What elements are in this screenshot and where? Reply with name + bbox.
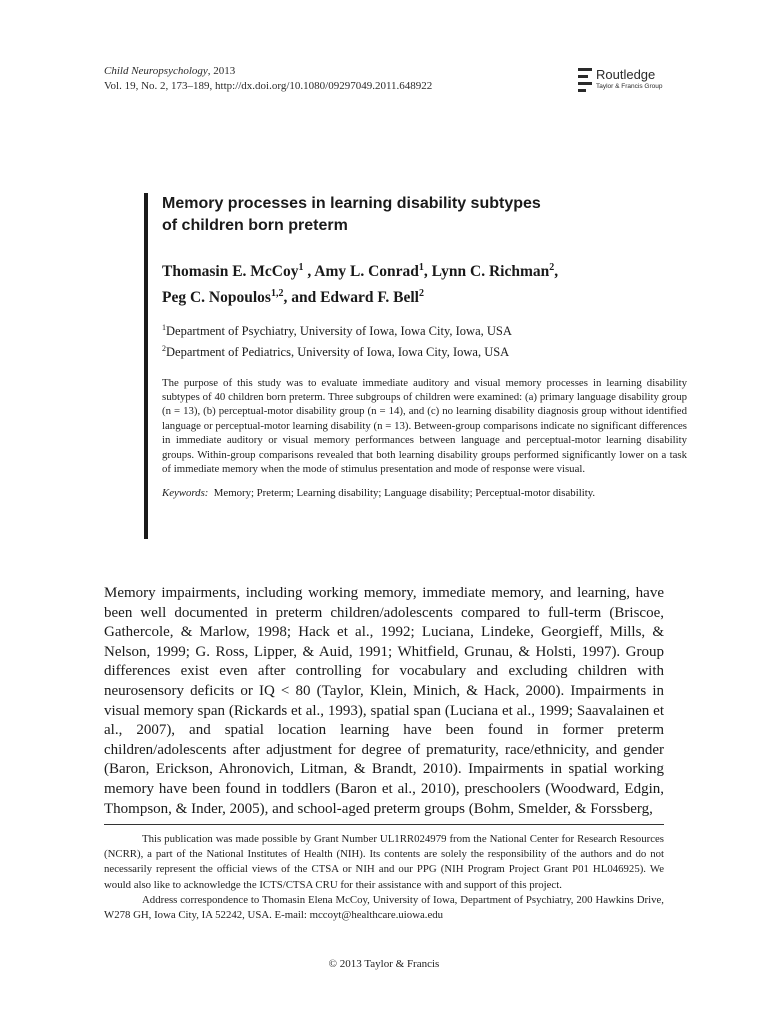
article-front-matter xyxy=(144,193,687,539)
author-affil-sup: 1,2 xyxy=(270,288,284,300)
publisher-brand: Routledge xyxy=(596,67,656,82)
author-sep: , xyxy=(554,263,559,281)
author-affil-sup: 1 xyxy=(298,262,304,273)
author-sep: , xyxy=(303,263,315,281)
affiliations xyxy=(162,319,687,361)
routledge-logo-icon xyxy=(578,68,592,92)
correspondence-note: Address correspondence to Thomasin Elena McCoy, University of Iowa, Department of Psychiatry, 200 Hawkins Drive, W278 GH, Iowa City, IA 52242, USA. E-mail: mccoyt@healthcare.uiowa.edu xyxy=(104,893,664,922)
article-title xyxy=(162,193,687,237)
keywords-list: Memory; Preterm; Learning disability; Language disability; Perceptual-motor disability. xyxy=(213,487,596,500)
affiliation-sup: 2 xyxy=(162,344,166,354)
journal-year: , 2013 xyxy=(207,65,236,77)
keywords xyxy=(162,486,687,500)
author-name: Lynn C. Richman xyxy=(431,263,550,281)
body-paragraph: Memory impairments, including working memory, immediate memory, and learning, have been well documented in preterm children/adolescents compared to full-term (Briscoe, Gathercole, & Marlow, 1998; Hack et al., 1992; Luciana, Lindeke, Georgieff, Mills, & Nelson, 1999; G. Ross, Lipper, & Auid, 1991; Whitfield, Grunau, & Holsti, 1997). Group differences exist even after controlling for vocabulary and excluding children with neurosensory deficits or IQ < 80 (Taylor, Klein, Minich, & Hack, 2000). Impairments in visual memory span (Rickards et al., 1993), spatial span (Luciana et al., 1999; Saavalainen et al., 2007), and spatial location learning have been found in former preterm children/adolescents after adjustment for degree of prematurity, race/ethnicity, and gender (Baron, Erickson, Ahronovich, Litman, & Brandt, 2010). Impairments in spatial working memory have been found in toddlers (Baron et al., 2010), preschoolers (Woodward, Edgin, Thompson, & Inder, 2005), and school-aged preterm groups (Bohm, Smelder, & Forssberg, xyxy=(104,585,664,817)
affiliation-sup: 1 xyxy=(162,323,166,333)
author-name: Peg C. Nopoulos xyxy=(162,289,271,307)
keywords-label: Keywords: xyxy=(162,487,209,500)
author-name: Thomasin E. McCoy xyxy=(162,263,299,281)
author-affil-sup: 2 xyxy=(418,288,424,300)
journal-header xyxy=(104,64,432,94)
footnote xyxy=(104,832,664,923)
footnote-divider xyxy=(104,824,664,825)
abstract-text: The purpose of this study was to evaluate immediate auditory and visual memory processes in learning disability subtypes of 40 children born preterm. Three subgroups of children were examined: (a) primary language disability group (n = 13), (b) perceptual-motor disability group (n = 14), and (c) no learning disability diagnosis group without identified language or perceptual-motor learning disability (n = 13). Between-group comparisons indicate no significant differences in immediate auditory or visual memory performances between language and perceptual-motor learning disability groups. Within-group comparisons revealed that both learning disability groups performed significantly lower on a task of immediate memory when the mode of stimulus presentation and mode of response were visual. xyxy=(162,376,687,476)
journal-name: Child Neuropsychology xyxy=(104,65,208,77)
affiliation-text: Department of Psychiatry, University of Iowa, Iowa City, Iowa, USA xyxy=(166,324,512,339)
copyright-notice: © 2013 Taylor & Francis xyxy=(328,958,440,970)
author-name: Amy L. Conrad xyxy=(314,263,419,281)
author-sep: , xyxy=(423,263,432,281)
title-line-1: Memory processes in learning disability subtypes xyxy=(162,195,541,212)
funding-note: This publication was made possible by Grant Number UL1RR024979 from the National Center for Research Resources (NCRR), a part of the National Institutes of Health (NIH). Its contents are solely the responsibility of the authors and do not necessarily represent the official views of the CTSA or NIH and our PPG (NIH Program Project Grant P01 HL046925). We would also like to acknowledge the ICTS/CTSA CRU for their assistance with and support of this project. xyxy=(104,833,664,891)
affiliation-item xyxy=(162,319,687,340)
journal-name-line xyxy=(104,64,432,79)
author-sep: , and xyxy=(283,289,321,307)
journal-citation: Vol. 19, No. 2, 173–189, http://dx.doi.org/10.1080/09297049.2011.648922 xyxy=(104,80,433,92)
author-affil-sup: 1 xyxy=(418,262,424,273)
publisher-logo xyxy=(578,68,662,92)
author-name: Edward F. Bell xyxy=(320,289,419,307)
author-affil-sup: 2 xyxy=(549,262,555,273)
title-line-2: of children born preterm xyxy=(162,217,348,234)
affiliation-item xyxy=(162,340,687,361)
affiliation-text: Department of Pediatrics, University of Iowa, Iowa City, Iowa, USA xyxy=(166,345,510,360)
author-list xyxy=(162,257,687,309)
publisher-subbrand: Taylor & Francis Group xyxy=(596,83,663,90)
